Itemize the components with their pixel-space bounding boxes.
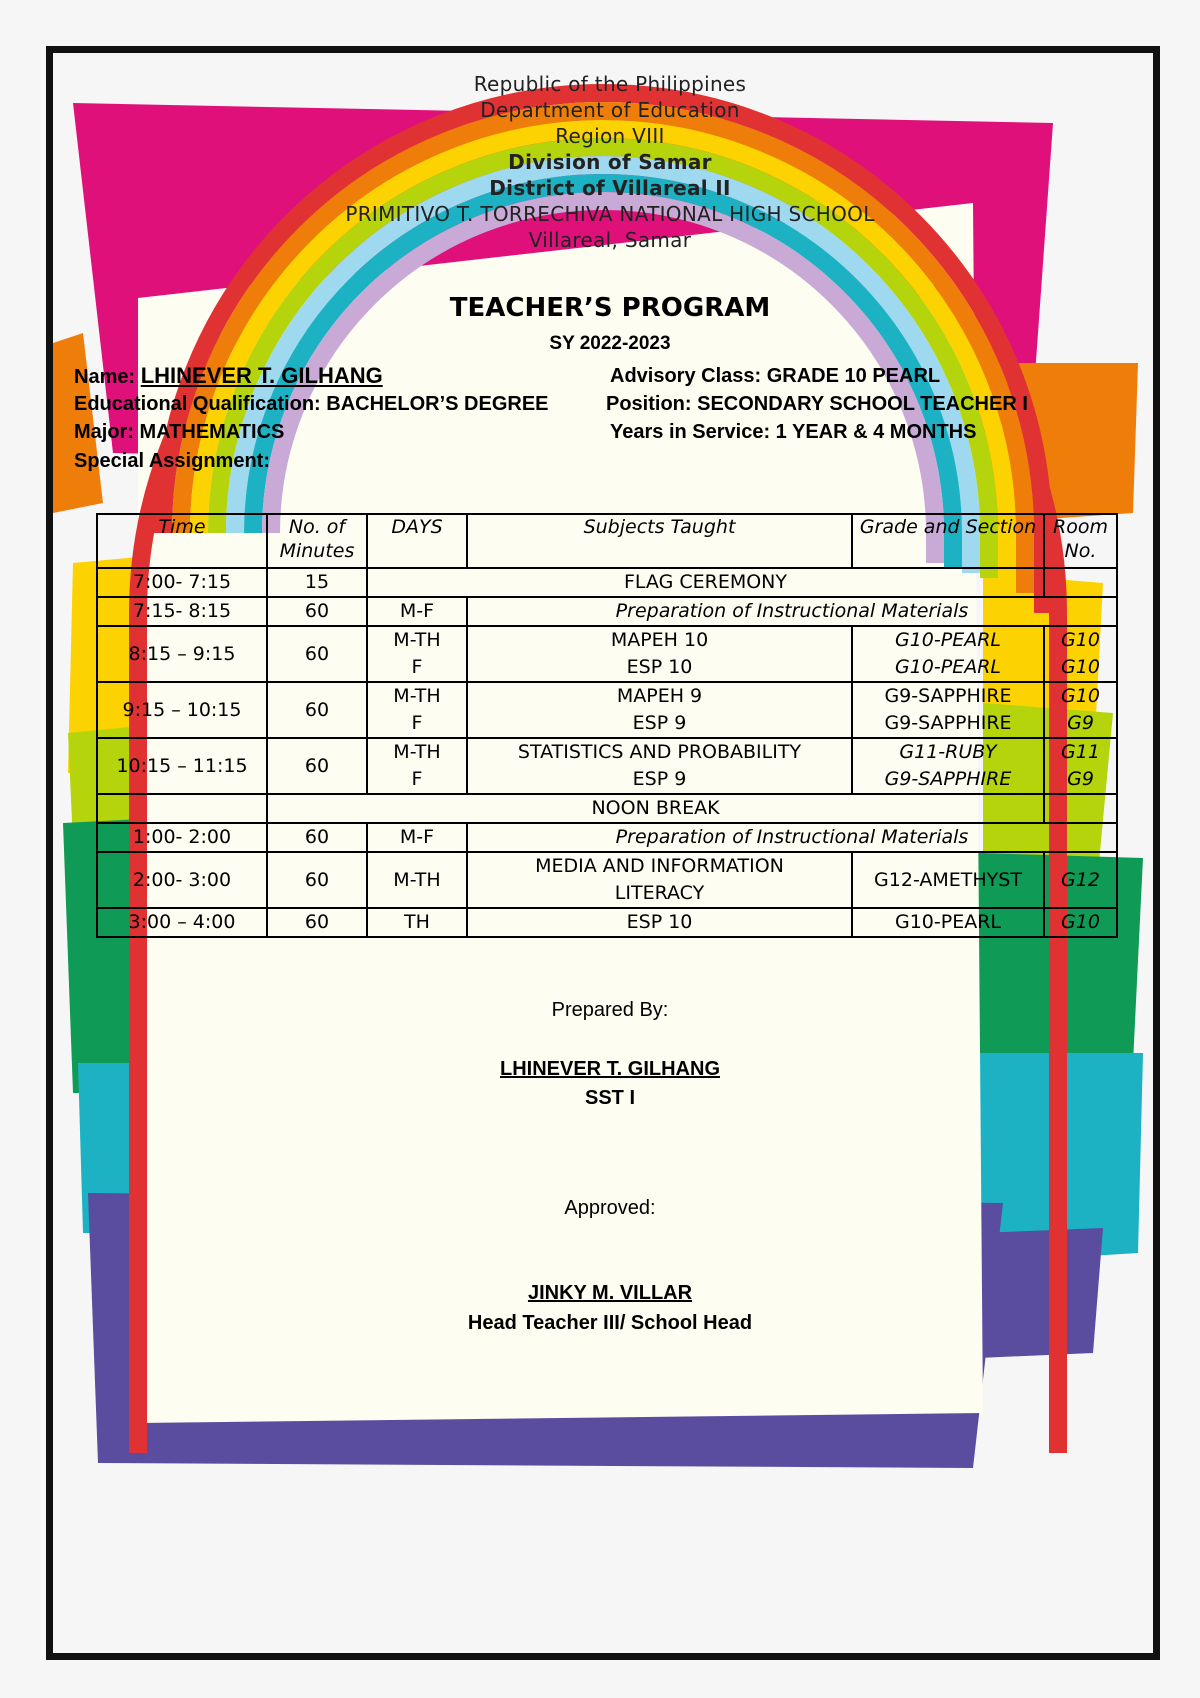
- table-row: [97, 852, 1117, 908]
- subject-line: ESP 10: [626, 656, 693, 678]
- room-line: G10: [1061, 629, 1100, 651]
- table-row: [97, 682, 1117, 738]
- cell-subject: [467, 682, 852, 738]
- cell-activity: FLAG CEREMONY: [367, 568, 1044, 597]
- subject-line: ESP 9: [632, 712, 687, 734]
- cell-time: 10:15 – 11:15: [97, 738, 267, 794]
- cell-room: [1044, 682, 1117, 738]
- subject-line: STATISTICS AND PROBABILITY: [517, 741, 802, 763]
- cell-minutes: 15: [267, 568, 367, 597]
- subject-line: LITERACY: [614, 882, 705, 904]
- days-line: M-TH: [393, 629, 441, 651]
- name-label: Name:: [74, 366, 136, 388]
- cell-days: [367, 626, 467, 682]
- cell-subject: [467, 738, 852, 794]
- cell-activity: Preparation of Instructional Materials: [467, 597, 1117, 626]
- cell-time: [97, 794, 267, 823]
- subject-line: MEDIA AND INFORMATION: [535, 855, 784, 877]
- cell-minutes: 60: [267, 682, 367, 738]
- section-line: G9-SAPPHIRE: [884, 712, 1012, 734]
- cell-activity: Preparation of Instructional Materials: [467, 823, 1117, 852]
- school-year: SY 2022-2023: [549, 333, 671, 354]
- cell-section: G10-PEARL: [852, 908, 1044, 937]
- col-header-days: DAYS: [367, 514, 467, 568]
- header-line: Division of Samar: [508, 150, 712, 174]
- table-row: [97, 597, 1117, 626]
- room-line: G10: [1061, 685, 1100, 707]
- days-line: F: [411, 712, 423, 734]
- cell-room: [1044, 568, 1117, 597]
- page-title: TEACHER’S PROGRAM: [449, 293, 771, 323]
- cell-days: TH: [367, 908, 467, 937]
- prepared-by-label: Prepared By:: [551, 999, 669, 1021]
- position: Position: SECONDARY SCHOOL TEACHER I: [606, 393, 1028, 415]
- cell-room: [1044, 626, 1117, 682]
- header-line: District of Villareal II: [489, 176, 731, 200]
- days-line: M-TH: [393, 741, 441, 763]
- table-row: [97, 794, 1117, 823]
- cell-room: G10: [1044, 908, 1117, 937]
- subject-line: ESP 9: [632, 768, 687, 790]
- cell-minutes: 60: [267, 823, 367, 852]
- years-in-service: Years in Service: 1 YEAR & 4 MONTHS: [610, 421, 977, 443]
- approved-name: JINKY M. VILLAR: [527, 1282, 693, 1304]
- letterhead: [53, 71, 1160, 253]
- cell-room: [1044, 738, 1117, 794]
- col-header-section: Grade and Section: [852, 514, 1044, 568]
- cell-time: 1:00- 2:00: [97, 823, 267, 852]
- days-line: F: [411, 768, 423, 790]
- special-assignment: Special Assignment:: [74, 450, 270, 472]
- table-row: [97, 568, 1117, 597]
- cell-time: 7:15- 8:15: [97, 597, 267, 626]
- col-header-minutes: No. of Minutes: [267, 514, 367, 568]
- cell-room: [1044, 794, 1117, 823]
- table-row: [97, 908, 1117, 937]
- cell-minutes: 60: [267, 908, 367, 937]
- cell-room: G12: [1044, 852, 1117, 908]
- cell-activity: NOON BREAK: [267, 794, 1044, 823]
- room-line: G11: [1061, 741, 1100, 763]
- cell-days: M-F: [367, 597, 467, 626]
- advisory-class: Advisory Class: GRADE 10 PEARL: [610, 365, 941, 387]
- cell-time: 2:00- 3:00: [97, 852, 267, 908]
- header-line: Villareal, Samar: [528, 228, 692, 252]
- teacher-name: LHINEVER T. GILHANG: [140, 363, 383, 388]
- days-line: F: [411, 656, 423, 678]
- prepared-by-title: SST I: [584, 1087, 635, 1109]
- qualification: Educational Qualification: BACHELOR’S DEGREE: [74, 393, 549, 415]
- room-line: G10: [1061, 656, 1100, 678]
- cell-section: [852, 682, 1044, 738]
- cell-section: [852, 626, 1044, 682]
- page-frame: [46, 46, 1160, 1660]
- col-header-subjects: Subjects Taught: [467, 514, 852, 568]
- col-header-time: Time: [97, 514, 267, 568]
- cell-time: 9:15 – 10:15: [97, 682, 267, 738]
- cell-days: M-TH: [367, 852, 467, 908]
- table-row: [97, 738, 1117, 794]
- cell-time: 8:15 – 9:15: [97, 626, 267, 682]
- cell-days: M-F: [367, 823, 467, 852]
- schedule-table: [96, 513, 1118, 938]
- table-header-row: [97, 514, 1117, 568]
- header-line: Region VIII: [555, 124, 665, 148]
- header-line: Department of Education: [480, 98, 740, 122]
- table-row: [97, 823, 1117, 852]
- header-line: Republic of the Philippines: [473, 72, 747, 96]
- cell-subject: ESP 10: [467, 908, 852, 937]
- cell-days: [367, 682, 467, 738]
- approved-title: Head Teacher III/ School Head: [467, 1312, 753, 1334]
- section-line: G11-RUBY: [899, 741, 997, 763]
- cell-subject: [467, 852, 852, 908]
- col-header-room: Room No.: [1044, 514, 1117, 568]
- days-line: M-TH: [393, 685, 441, 707]
- section-line: G10-PEARL: [894, 629, 1001, 651]
- section-line: G9-SAPPHIRE: [884, 685, 1012, 707]
- approved-label: Approved:: [564, 1197, 656, 1219]
- subject-line: MAPEH 10: [610, 629, 709, 651]
- cell-time: 7:00- 7:15: [97, 568, 267, 597]
- section-line: G10-PEARL: [894, 656, 1001, 678]
- cell-subject: [467, 626, 852, 682]
- cell-minutes: 60: [267, 852, 367, 908]
- section-line: G9-SAPPHIRE: [884, 768, 1012, 790]
- cell-section: [852, 738, 1044, 794]
- room-line: G9: [1067, 768, 1094, 790]
- cell-days: [367, 738, 467, 794]
- major: Major: MATHEMATICS: [74, 421, 285, 443]
- subject-line: MAPEH 9: [616, 685, 703, 707]
- cell-section: G12-AMETHYST: [852, 852, 1044, 908]
- cell-minutes: 60: [267, 626, 367, 682]
- table-row: [97, 626, 1117, 682]
- room-line: G9: [1067, 712, 1094, 734]
- cell-time: 3:00 – 4:00: [97, 908, 267, 937]
- header-line: PRIMITIVO T. TORRECHIVA NATIONAL HIGH SCHOOL: [345, 202, 875, 226]
- cell-minutes: 60: [267, 738, 367, 794]
- cell-minutes: 60: [267, 597, 367, 626]
- prepared-by-name: LHINEVER T. GILHANG: [499, 1058, 720, 1080]
- name-line: [74, 363, 383, 389]
